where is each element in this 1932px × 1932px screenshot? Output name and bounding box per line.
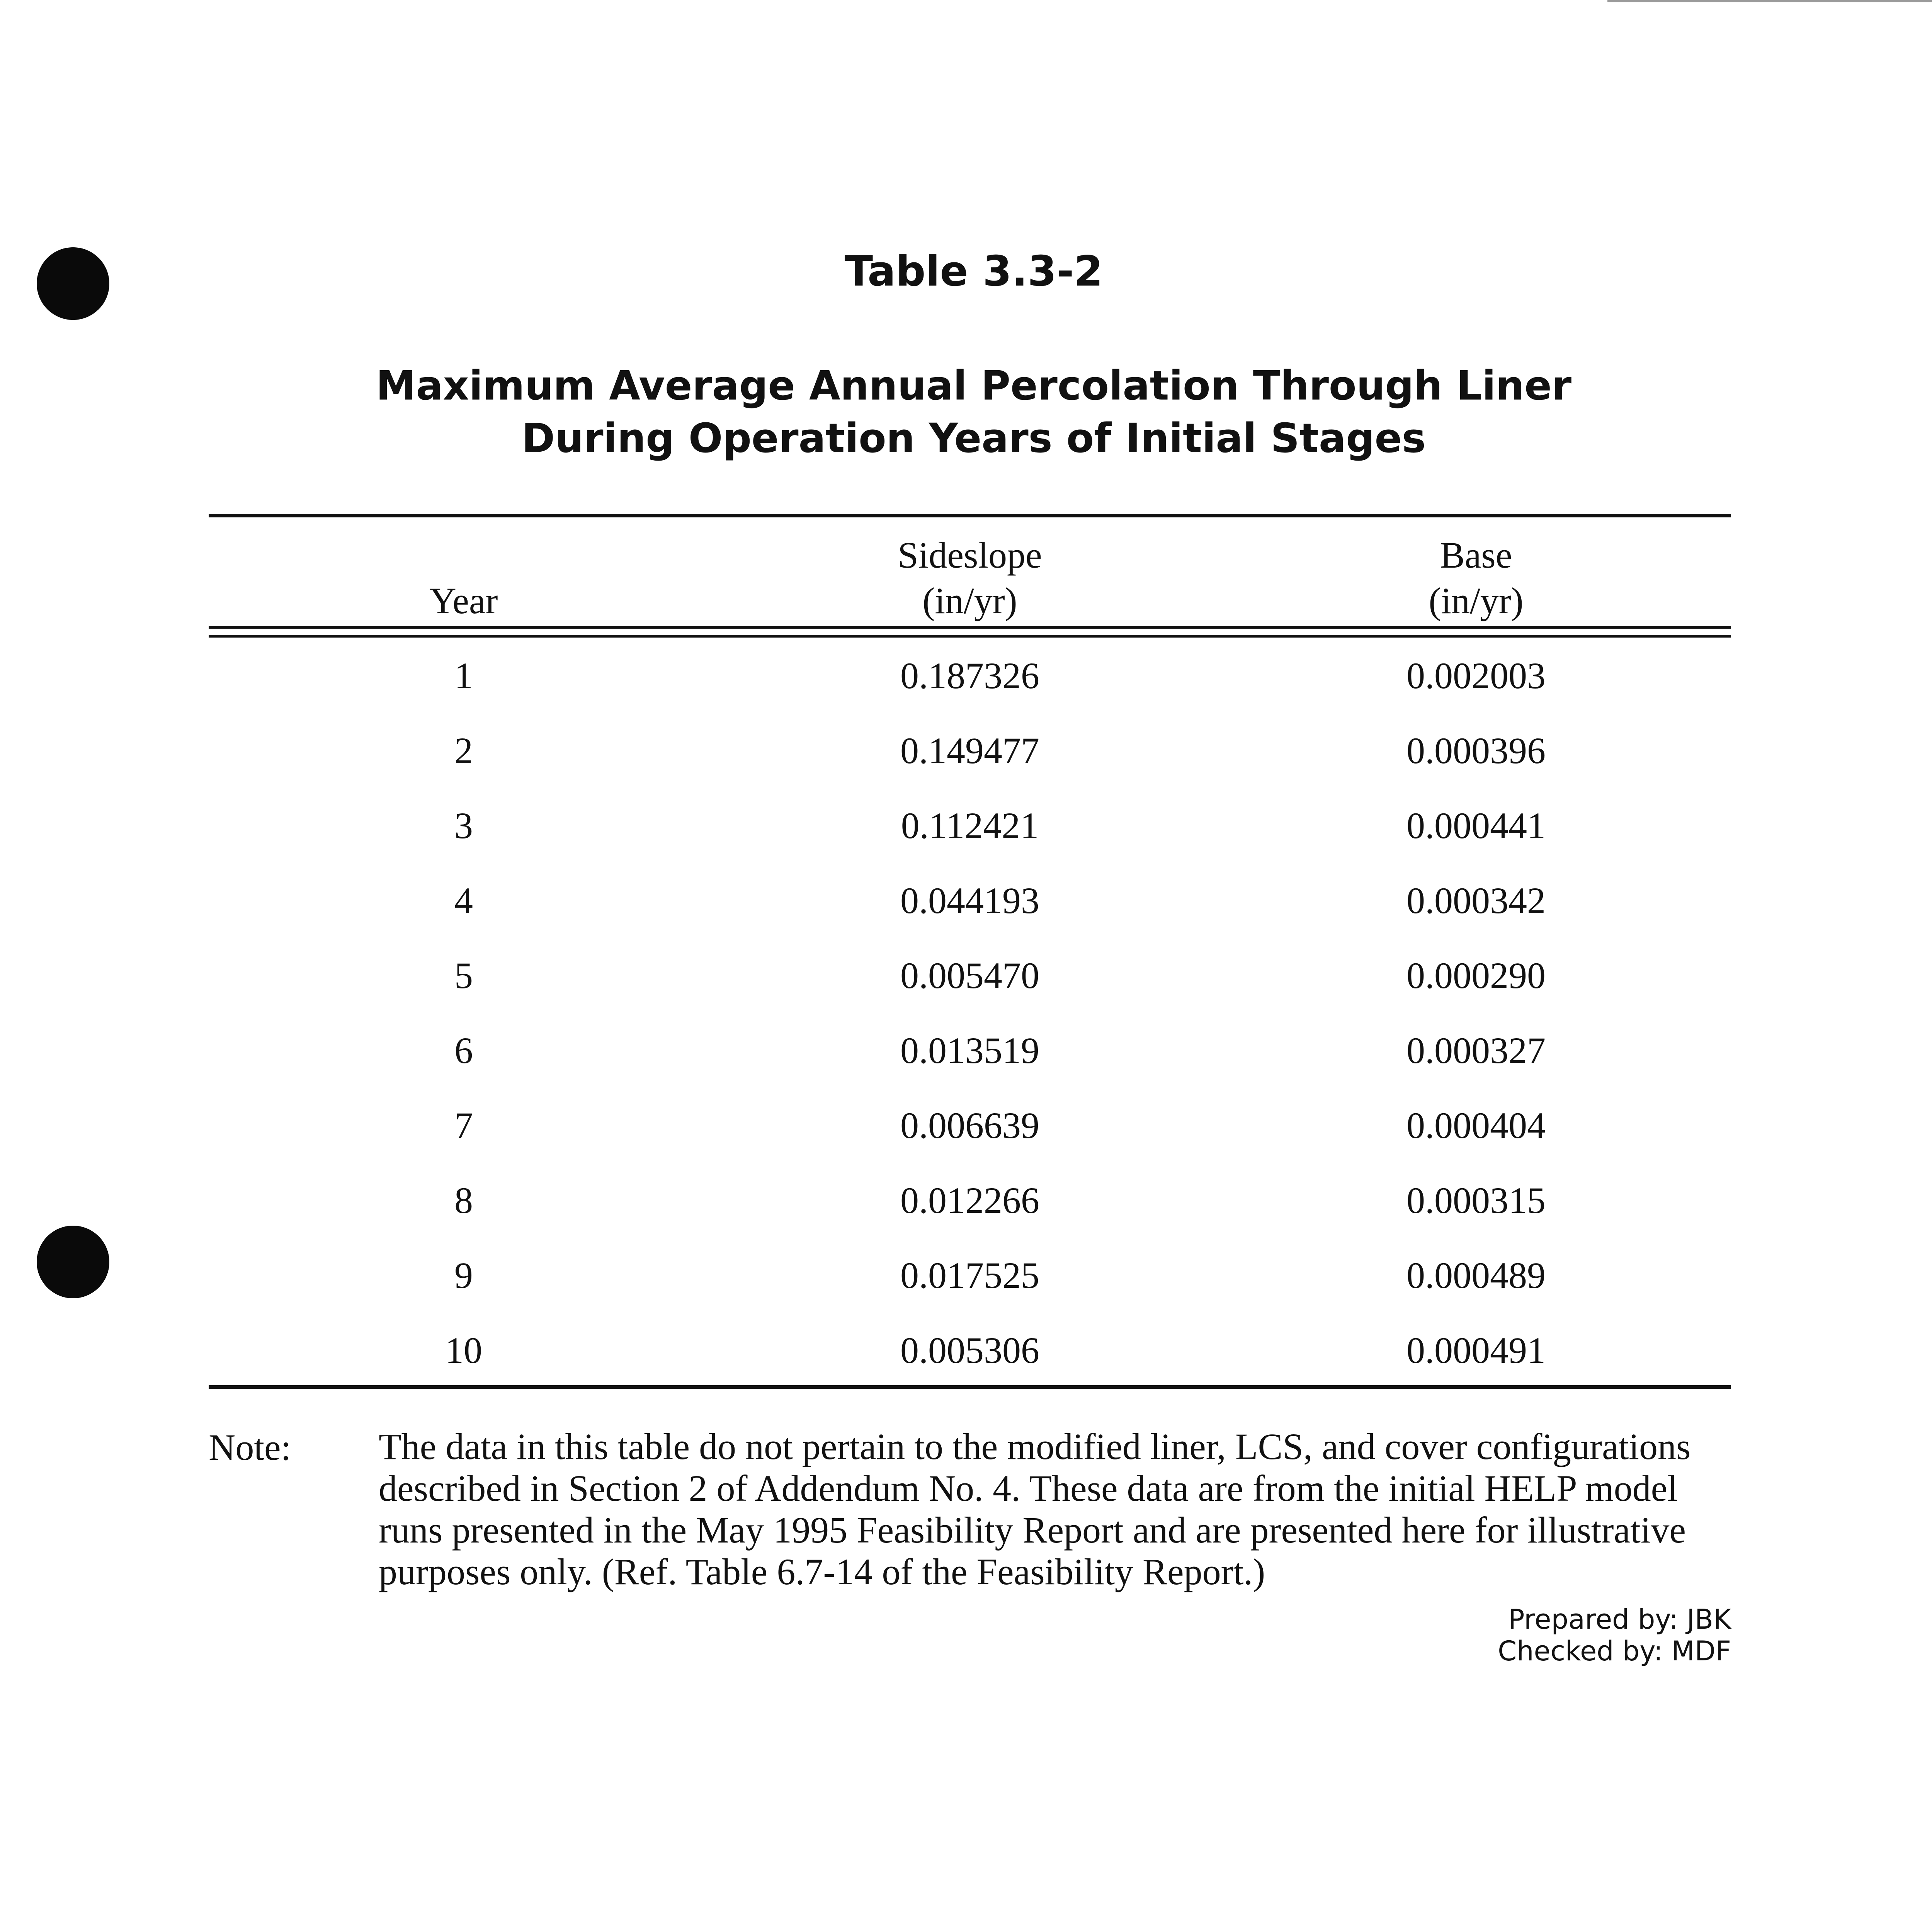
note-label: Note: <box>209 1427 291 1468</box>
cell-base: 0.000441 <box>1406 805 1546 846</box>
cell-sideslope: 0.012266 <box>900 1180 1039 1221</box>
table-title-line-2: During Operation Years of Initial Stages <box>521 415 1426 462</box>
cell-sideslope: 0.005306 <box>900 1330 1039 1371</box>
table-row <box>0 1178 1932 1253</box>
checked-by: Checked by: MDF <box>1498 1635 1731 1667</box>
cell-base: 0.000491 <box>1406 1330 1546 1371</box>
cell-base: 0.000342 <box>1406 880 1546 921</box>
table-number: Table 3.3-2 <box>844 247 1103 296</box>
prepared-by: Prepared by: JBK <box>1508 1604 1731 1635</box>
cell-base: 0.002003 <box>1406 655 1546 696</box>
cell-year: 3 <box>454 805 473 846</box>
table-row <box>0 1253 1932 1328</box>
table-row <box>0 878 1932 953</box>
scan-edge-line <box>1607 0 1932 2</box>
cell-sideslope: 0.017525 <box>900 1255 1039 1296</box>
cell-year: 6 <box>454 1030 473 1071</box>
cell-year: 1 <box>454 655 473 696</box>
header-year: Year <box>429 580 498 621</box>
header-sideslope <box>815 532 1124 624</box>
cell-base: 0.000315 <box>1406 1180 1546 1221</box>
header-sideslope-unit: (in/yr) <box>922 580 1017 621</box>
header-sideslope-label: Sideslope <box>898 534 1042 576</box>
table-row <box>0 1328 1932 1403</box>
table-title-line-1: Maximum Average Annual Percolation Through Liner <box>376 362 1572 409</box>
cell-base: 0.000327 <box>1406 1030 1546 1071</box>
cell-year: 7 <box>454 1105 473 1146</box>
cell-sideslope: 0.112421 <box>901 805 1039 846</box>
table-row <box>0 953 1932 1028</box>
header-double-rule-bottom <box>209 635 1731 638</box>
table-row <box>0 1028 1932 1103</box>
cell-sideslope: 0.005470 <box>900 955 1039 996</box>
note-text: The data in this table do not pertain to the modified liner, LCS, and cover configurations described in Section 2 of Addendum No. 4. These data are from the initial HELP model runs presented in the May 1995 Feasibility Report and are presented here for illustrative purposes only. (Ref. Table 6.7-14 of the Feasibility Report.) <box>379 1426 1691 1592</box>
cell-year: 9 <box>454 1255 473 1296</box>
cell-year: 8 <box>454 1180 473 1221</box>
header-base-unit: (in/yr) <box>1429 580 1524 621</box>
table-title <box>0 359 1932 464</box>
cell-year: 4 <box>454 880 473 921</box>
cell-sideslope: 0.187326 <box>900 655 1039 696</box>
header-base-label: Base <box>1440 534 1512 576</box>
table-top-rule <box>209 514 1731 517</box>
table-row <box>0 1103 1932 1178</box>
cell-year: 10 <box>445 1330 482 1371</box>
cell-sideslope: 0.006639 <box>900 1105 1039 1146</box>
table-row <box>0 803 1932 878</box>
cell-year: 2 <box>454 730 473 771</box>
cell-sideslope: 0.149477 <box>900 730 1039 771</box>
cell-sideslope: 0.013519 <box>900 1030 1039 1071</box>
table-bottom-rule <box>209 1385 1731 1389</box>
cell-base: 0.000489 <box>1406 1255 1546 1296</box>
table-row <box>0 653 1932 728</box>
cell-base: 0.000290 <box>1406 955 1546 996</box>
table-row <box>0 728 1932 803</box>
cell-base: 0.000404 <box>1406 1105 1546 1146</box>
header-base <box>1321 532 1631 624</box>
header-double-rule-top <box>209 626 1731 629</box>
cell-year: 5 <box>454 955 473 996</box>
cell-base: 0.000396 <box>1406 730 1546 771</box>
cell-sideslope: 0.044193 <box>900 880 1039 921</box>
